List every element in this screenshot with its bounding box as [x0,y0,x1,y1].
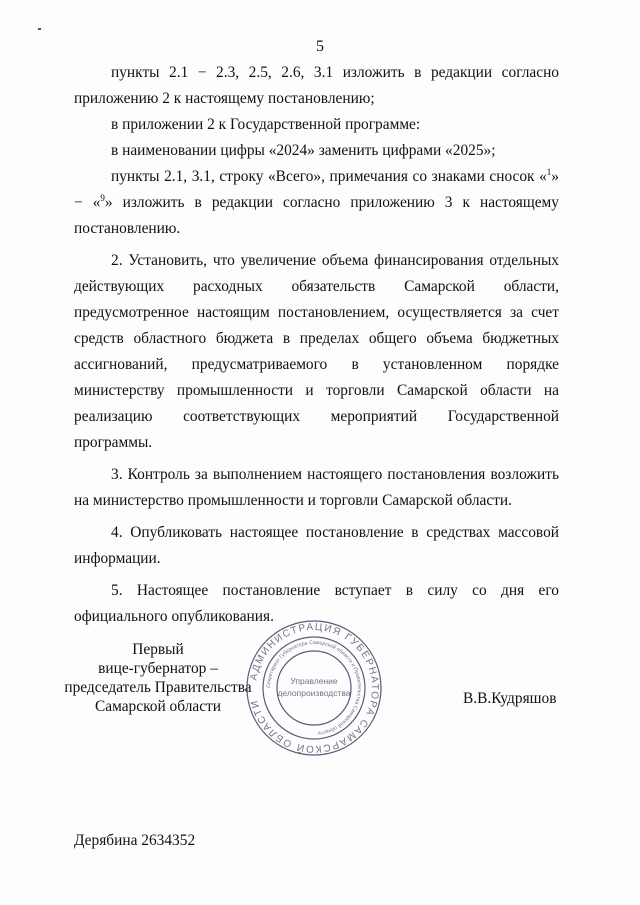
signatory-title-line: председатель Правительства [64,679,252,696]
page-number: 5 [316,38,324,55]
signatory-title-line: вице-губернатор – [98,660,218,677]
paragraph-publish: 4. Опубликовать настоящее постановление в средствах массовой информации. [74,524,559,567]
paragraph-footnotes: пункты 2.1, 3.1, строку «Всего», примечания со знаками сносок «$^1$» − «$^9$» изложить в редакции согласно приложению 3 к настоящему постановлению. [74,166,559,237]
paragraph-control: 3. Контроль за выполнением настоящего постановления возложить на министерство промышленности и торговли Самарской области. [74,466,559,509]
signatory-title-line: Первый [132,641,184,658]
paragraph-amend-points: пункты 2.1 − 2.3, 2.5, 2.6, 3.1 изложить в редакции согласно приложению 2 к настоящему постановлению; [74,64,559,107]
paragraph-financing: 2. Установить, что увеличение объема финансирования отдельных действующих расходных обязательств Самарской области, предусмотренное настоящим постановлением, осуществляется за счет средств областного бюджета в пределах общего объема бюджетных ассигнований, предусматриваемого в установленном порядке министерству промышленности и торговли Самарской области на реализацию соответствующих мероприятий Государственной программы. [74,252,559,451]
signatory-title-line: Самарской области [94,698,221,715]
seal-center-line: делопроизводства [277,688,351,698]
executor-contact: Дерябина 2634352 [74,832,196,849]
paragraph-appendix-2: в приложении 2 к Государственной программе: [111,116,421,133]
signatory-title [58,640,258,716]
seal-center-line: Управление [290,676,338,686]
scan-speck [38,28,41,30]
paragraph-effective: 5. Настоящее постановление вступает в силу со дня его официального опубликования. [74,582,559,625]
document-body [74,60,559,630]
seal-inner-text: Секретариат Губернатора Самарской области и Правительства Самарской области [265,639,363,736]
seal-outer-text: АДМИНИСТРАЦИЯ ГУБЕРНАТОРА САМАРСКОЙ ОБЛАСТИ [248,621,381,755]
signatory-name: В.В.Кудряшов [463,690,557,707]
official-seal-stamp [244,618,384,758]
paragraph-replace-digits: в наименовании цифры «2024» заменить цифрами «2025»; [111,142,496,159]
